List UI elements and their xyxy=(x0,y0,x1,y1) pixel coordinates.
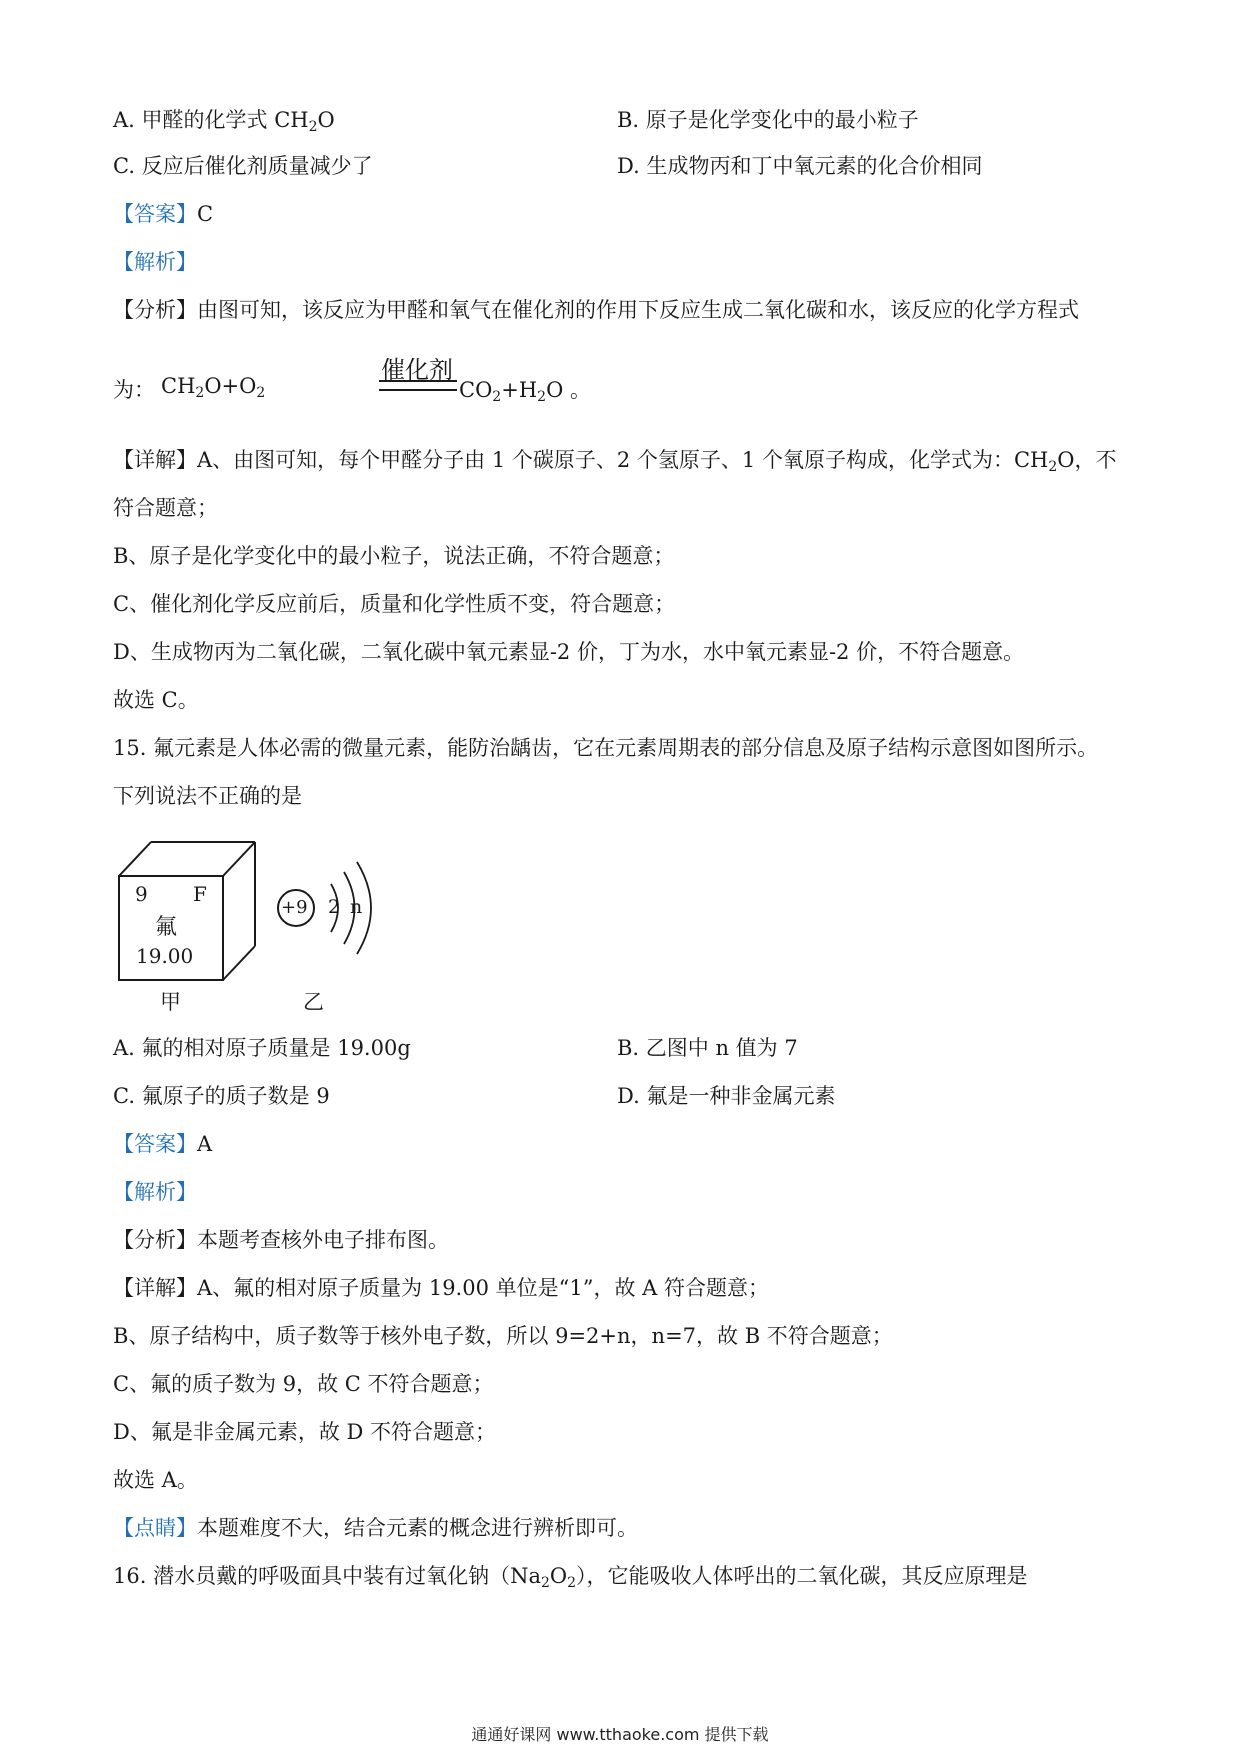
q15-stem-line2: 下列说法不正确的是 xyxy=(113,784,302,808)
label-yi: 乙 xyxy=(303,990,324,1014)
q15-figure xyxy=(113,840,393,1014)
q14-option-d: D. 生成物丙和丁中氧元素的化合价相同 xyxy=(617,154,983,178)
q14-answer: 【答案】C xyxy=(113,202,214,226)
q15-xiangjie-a: 【详解】A、氟的相对原子质量为 19.00 单位是“1”，故 A 符合题意； xyxy=(113,1276,769,1300)
q14-xiangjie-b: B、原子是化学变化中的最小粒子，说法正确，不符合题意； xyxy=(113,544,675,568)
q14-fenxi: 【分析】由图可知，该反应为甲醛和氧气在催化剂的作用下反应生成二氧化碳和水，该反应的化学方程式 xyxy=(113,298,1079,322)
q16-stem: 16. 潜水员戴的呼吸面具中装有过氧化钠$(Na_2O_2)$，它能吸收人体呼出的二氧化碳，其反应原理是 xyxy=(113,1564,1028,1591)
atomic-mass: 19.00 xyxy=(136,944,194,968)
q15-xiangjie-d: D、氟是非金属元素，故 D 不符合题意； xyxy=(113,1420,497,1444)
q15-xiangjie-c: C、氟的质子数为 9，故 C 不符合题意； xyxy=(113,1372,494,1396)
q15-option-d: D. 氟是一种非金属元素 xyxy=(617,1084,836,1108)
equation-reactants: $CH_2O+O_2$ xyxy=(161,374,266,401)
q14-xiangjie-d: D、生成物丙为二氧化碳，二氧化碳中氧元素显-2 价，丁为水，水中氧元素显-2 价，不符合题意。 xyxy=(113,640,1025,664)
q15-option-c: C. 氟原子的质子数是 9 xyxy=(113,1084,330,1108)
q14-analysis-heading: 【解析】 xyxy=(113,250,197,274)
q14-xiangjie-a: 【详解】A、由图可知，每个甲醛分子由 1 个碳原子、2 个氢原子、1 个氧原子构成，化学式为：$CH_2O$，不 xyxy=(113,448,1117,475)
nucleus-charge: +9 xyxy=(281,897,308,918)
q14-equation: 为： $CH_2O+O_2$ 催化剂 $CO_2+H_2O$ 。 xyxy=(113,350,1013,420)
equation-products: $CO_2+H_2O$ 。 xyxy=(459,378,591,405)
q14-xiangjie-a-cont: 符合题意； xyxy=(113,496,218,520)
element-symbol: F xyxy=(193,882,207,906)
q15-answer: 【答案】A xyxy=(113,1132,213,1156)
q15-xiangjie-b: B、原子结构中，质子数等于核外电子数，所以 9=2+n，n=7，故 B 不符合题意； xyxy=(113,1324,893,1348)
q14-xiangjie-c: C、催化剂化学反应前后，质量和化学性质不变，符合题意； xyxy=(113,592,676,616)
shell-2-electrons: n xyxy=(350,896,363,918)
q15-fenxi: 【分析】本题考查核外电子排布图。 xyxy=(113,1228,449,1252)
q14-option-c: C. 反应后催化剂质量减少了 xyxy=(113,154,373,178)
q15-stem-line1: 15. 氟元素是人体必需的微量元素，能防治龋齿，它在元素周期表的部分信息及原子结构示意图如图所示。 xyxy=(113,736,1099,760)
q15-conclusion: 故选 A。 xyxy=(113,1468,198,1492)
q15-analysis-heading: 【解析】 xyxy=(113,1180,197,1204)
q14-conclusion: 故选 C。 xyxy=(113,688,199,712)
equation-equals-sign xyxy=(379,380,457,391)
atomic-number: 9 xyxy=(135,882,148,906)
page-footer: 通通好课网 www.tthaoke.com 提供下载 xyxy=(471,1725,769,1744)
q14-option-a: A. 甲醛的化学式 $CH_2O$ xyxy=(113,108,335,135)
shell-1-electrons: 2 xyxy=(328,896,341,918)
q15-option-a: A. 氟的相对原子质量是 19.00g xyxy=(113,1036,411,1060)
q14-option-b: B. 原子是化学变化中的最小粒子 xyxy=(617,108,919,132)
q15-option-b: B. 乙图中 n 值为 7 xyxy=(617,1036,798,1060)
q15-dianjing: 【点睛】本题难度不大，结合元素的概念进行辨析即可。 xyxy=(113,1516,638,1540)
equation-catalyst: 催化剂 xyxy=(381,356,453,384)
element-name: 氟 xyxy=(155,915,178,940)
label-jia: 甲 xyxy=(160,990,181,1014)
